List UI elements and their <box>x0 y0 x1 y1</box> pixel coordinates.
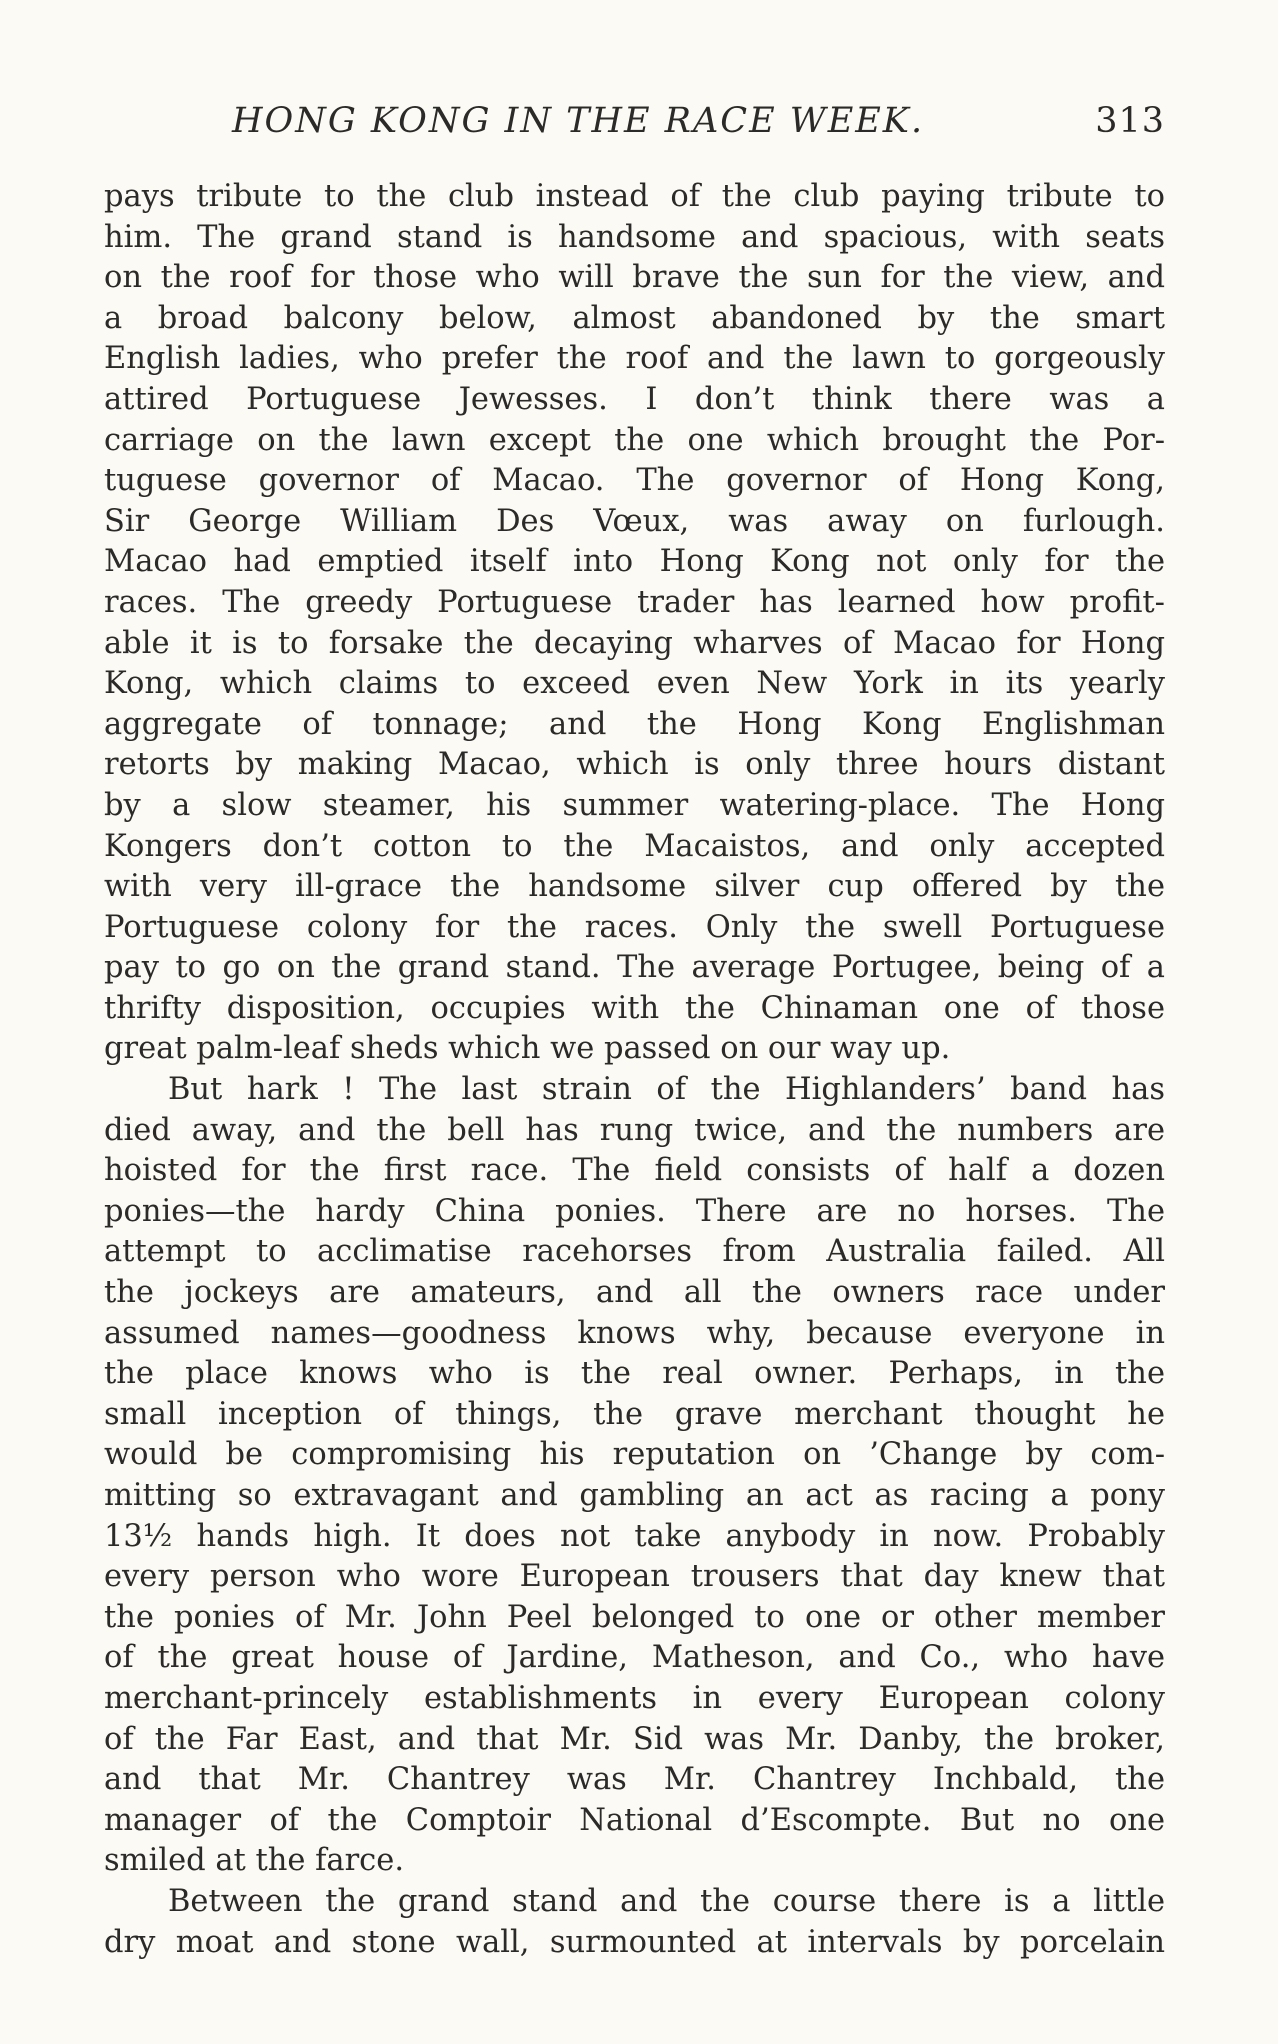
running-head-title: HONG KONG IN THE RACE WEEK. <box>232 101 925 141</box>
text-line: assumed names—goodness knows why, because everyone in <box>104 1315 1165 1351</box>
text-line: merchant-princely establishments in every European colony <box>104 1680 1165 1716</box>
text-line: pay to go on the grand stand. The average Portugee, being of a <box>104 950 1165 986</box>
text-line: Kongers don’t cotton to the Macaistos, and only accepted <box>104 828 1165 864</box>
text-line: tuguese governor of Macao. The governor of Hong Kong, <box>104 463 1165 499</box>
text-line: Sir George William Des Vœux, was away on furlough. <box>104 503 1165 539</box>
text-line: of the Far East, and that Mr. Sid was Mr. Danby, the broker, <box>104 1721 1165 1757</box>
text-line: died away, and the bell has rung twice, and the numbers are <box>104 1112 1165 1148</box>
text-line: with very ill-grace the handsome silver cup offered by the <box>104 869 1165 905</box>
body-text <box>104 177 1165 1963</box>
text-line: smiled at the farce. <box>104 1843 405 1879</box>
text-line: by a slow steamer, his summer watering-place. The Hong <box>104 787 1165 823</box>
text-line: and that Mr. Chantrey was Mr. Chantrey Inchbald, the <box>104 1762 1165 1798</box>
text-line: carriage on the lawn except the one which brought the Por- <box>104 422 1165 458</box>
text-line: mitting so extravagant and gambling an act as racing a pony <box>104 1478 1165 1513</box>
text-line: great palm-leaf sheds which we passed on our way up. <box>104 1031 951 1067</box>
text-line: Kong, which claims to exceed even New York in its yearly <box>104 666 1165 702</box>
text-line: a broad balcony below, almost abandoned by the smart <box>104 300 1165 336</box>
text-line: 13½ hands high. It does not take anybody in now. Probably <box>104 1518 1165 1554</box>
text-line: But hark ! The last strain of the Highlanders’ band has <box>168 1072 1165 1108</box>
text-line: him. The grand stand is handsome and spacious, with seats <box>104 219 1165 255</box>
text-line: races. The greedy Portuguese trader has learned how profit- <box>104 584 1165 620</box>
text-line: aggregate of tonnage; and the Hong Kong Englishman <box>104 706 1165 742</box>
text-line: every person who wore European trousers that day knew that <box>104 1559 1165 1595</box>
text-line: Macao had emptied itself into Hong Kong not only for the <box>104 544 1165 580</box>
text-line: English ladies, who prefer the roof and the lawn to gorgeously <box>104 341 1165 377</box>
text-line: Portuguese colony for the races. Only the swell Portuguese <box>104 909 1165 945</box>
text-line: of the great house of Jardine, Matheson, and Co., who have <box>104 1640 1165 1676</box>
text-line: thrifty disposition, occupies with the Chinaman one of those <box>104 990 1165 1026</box>
text-line: ponies—the hardy China ponies. There are no horses. The <box>104 1193 1165 1229</box>
text-line: attempt to acclimatise racehorses from Australia failed. All <box>104 1234 1165 1270</box>
text-line: able it is to forsake the decaying wharves of Macao for Hong <box>104 625 1165 661</box>
text-line: retorts by making Macao, which is only three hours distant <box>104 747 1165 783</box>
text-line: the place knows who is the real owner. Perhaps, in the <box>104 1356 1165 1392</box>
text-line: the ponies of Mr. John Peel belonged to one or other member <box>104 1599 1165 1635</box>
text-line: would be compromising his reputation on ’Change by com- <box>104 1437 1165 1473</box>
text-line: dry moat and stone wall, surmounted at intervals by porcelain <box>104 1924 1165 1960</box>
text-line: small inception of things, the grave merchant thought he <box>104 1396 1165 1432</box>
text-line: manager of the Comptoir National d’Escompte. But no one <box>104 1802 1165 1838</box>
text-line: on the roof for those who will brave the sun for the view, and <box>104 260 1165 296</box>
text-line: attired Portuguese Jewesses. I don’t think there was a <box>104 381 1165 417</box>
text-line: Between the grand stand and the course there is a little <box>168 1883 1165 1919</box>
page-number: 313 <box>1095 101 1165 141</box>
text-line: hoisted for the first race. The field consists of half a dozen <box>104 1153 1165 1189</box>
text-line: the jockeys are amateurs, and all the owners race under <box>104 1275 1165 1311</box>
running-head <box>232 96 1165 146</box>
text-line: pays tribute to the club instead of the club paying tribute to <box>104 179 1165 214</box>
